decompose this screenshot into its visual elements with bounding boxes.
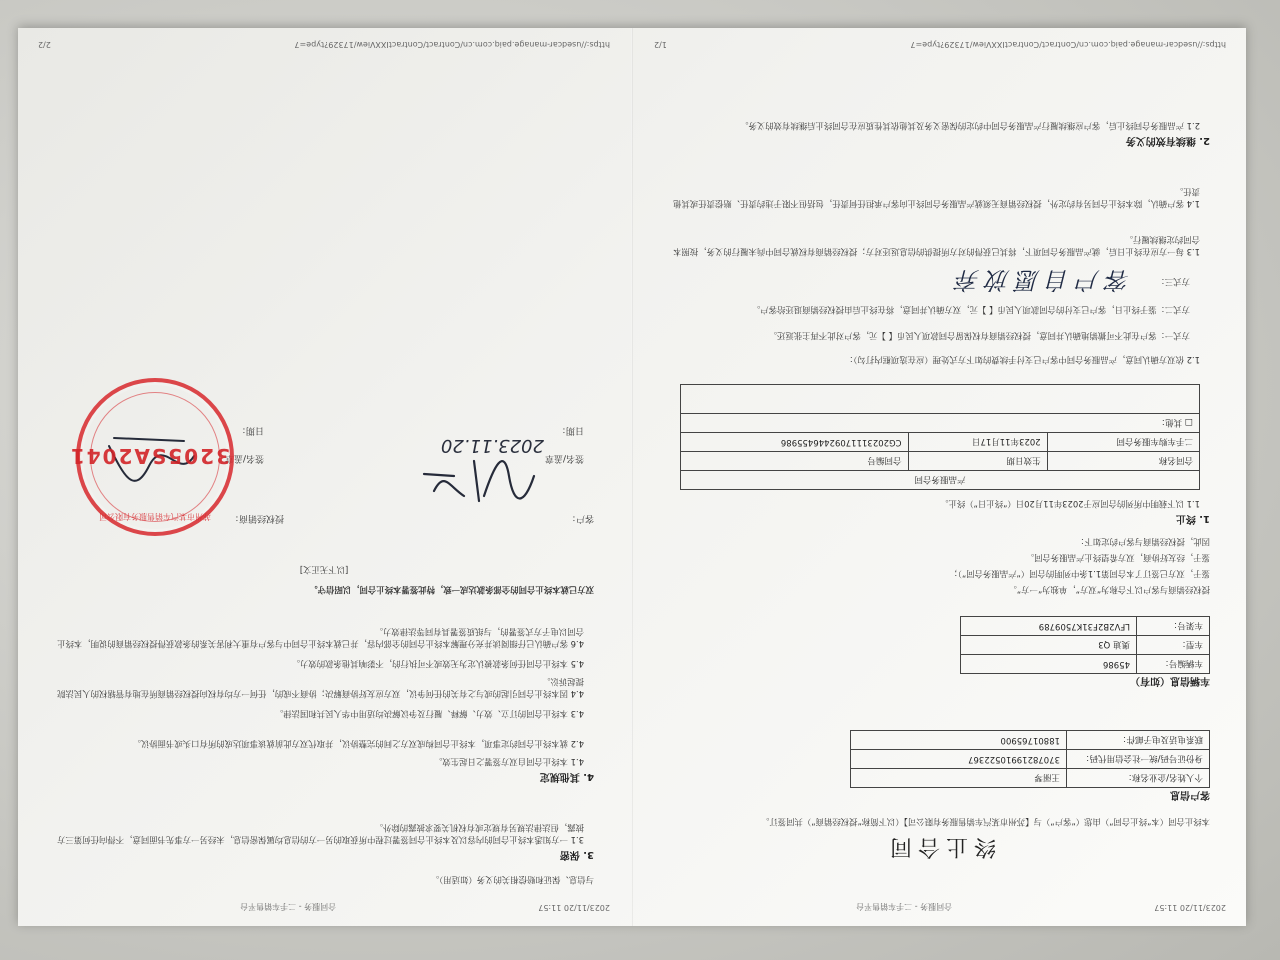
vehicle-info-table — [960, 616, 1210, 674]
clause-4-1: 4.1 本终止合同自双方签署之日起生效。 — [434, 757, 584, 767]
header-app: 合同服务 - 二手车销售平台 — [240, 902, 337, 911]
dealer-label: 授权经销商： — [229, 513, 284, 523]
header-app: 合同服务 - 二手车销售平台 — [856, 902, 953, 911]
section-1-heading: 1. 终止 — [1175, 513, 1210, 524]
option-1: 方式一：客户在此不可撤销地确认并同意，授权经销商有权保留合同款项人民币【 】元，客户对此不再主张返还。 — [768, 331, 1190, 341]
vehicle-vin-value: LFV2B2F31K7509789 — [961, 617, 1137, 636]
clause-1-2: 1.2 依双方确认同意，产品服务合同中客户已支付手续费的如下方式处理（应在选项框内打勾）： — [844, 355, 1200, 365]
contract-date-value: 2023年11月17日 — [908, 433, 1047, 452]
customer-id-label: 身份证号码/统一社会信用代码： — [1067, 750, 1210, 769]
page-1-header — [654, 901, 1226, 912]
vehicle-id-value: 45986 — [961, 655, 1137, 674]
customer-signature-icon — [414, 456, 544, 516]
clause-1-3: 1.3 每一方应在终止日后，就产品服务合同项下，将其已获得的对方所提供的信息返还对方；授权经销商有权就合同中尚未履行的义务，按照本合同约定继续履行。 — [673, 235, 1200, 257]
header-timestamp: 2023/11/20 11:57 — [538, 903, 610, 912]
contract-table-caption: 产品服务合同 — [681, 471, 1200, 490]
customer-id-value: 37078219910522367 — [851, 750, 1067, 769]
whereas-1: 鉴于，双方已签订了本合同第1.1条中列明的合同（“产品服务合同”）； — [949, 569, 1210, 579]
intro-paragraph: 本终止合同（本“终止合同”）由您（“客户”）与【苏州市某汽车销售服务有限公司】（以下简称“授权经销商”）共同签订。 — [761, 817, 1210, 827]
contract-col-name: 合同名称 — [1047, 452, 1199, 471]
clause-4-2: 4.2 就本终止合同约定事项，本终止合同构成双方之间的完整协议，并取代双方此前就该事项达成的所有口头或书面协议。 — [132, 739, 584, 749]
customer-contact-label: 联系电话及电子邮件： — [1067, 731, 1210, 750]
section-2-heading: 2. 继续有效的义务 — [1125, 135, 1210, 146]
parties-note: 授权经销商与客户以下合称为“双方”，单独为“一方”。 — [1008, 585, 1210, 595]
whereas-2: 鉴于，经友好协商，双方希望终止产品服务合同。 — [1025, 553, 1210, 563]
contract-no-value: CG20231117092446455986 — [681, 433, 909, 452]
handwritten-waiver: 客户自愿放弃 — [950, 266, 1130, 294]
clause-2-1: 2.1 产品服务合同终止后，客户应继续履行产品服务合同中约定的保密义务及其他依其性质应在合同终止后继续有效的义务。 — [740, 121, 1200, 131]
contract-sheet — [18, 28, 1246, 926]
document-title: 终止合同 — [884, 834, 997, 859]
clause-1-4: 1.4 客户确认，除本终止合同另有约定外，授权经销商无须就产品服务合同终止向客户承担任何责任，包括但不限于违约责任、赔偿责任或其他责任。 — [673, 187, 1200, 209]
clause-4-3: 4.3 本终止合同的订立、效力、解释、履行及争议解决均适用中华人民共和国法律。 — [274, 709, 584, 719]
clause-1-1: 1.1 以下载明中所列的合同应于2023年11月20日（“终止日”）终止。 — [940, 499, 1200, 509]
clause-3-1: 3.1 一方知悉本终止合同的内容以及本终止合同签署过程中所获取的另一方的信息均属保密信息，未经另一方事先书面同意，不得向任何第三方披露，但法律法规另有规定或有权机关要求披露的除外。 — [57, 823, 584, 845]
tail-note: 与信息、保证和赔偿相关的义务（如适用）。 — [430, 875, 594, 885]
footer-page-no: 1/2 — [654, 40, 667, 49]
whereas-3: 因此，授权经销商与客户约定如下： — [1076, 537, 1210, 547]
table-row — [681, 414, 1200, 433]
table-row — [681, 385, 1200, 414]
table-row — [681, 471, 1200, 490]
page-2-header — [38, 901, 610, 912]
option-2: 方式二：鉴于终止日，客户已支付的合同款项人民币【 】元，双方确认并同意，将在终止后由授权经销商退还给客户。 — [751, 305, 1190, 315]
page-2-footer — [38, 40, 610, 49]
dealer-sign-label: 签名/盖章 — [224, 453, 264, 463]
table-row — [851, 731, 1210, 750]
vehicle-heading: 车辆信息（如有） — [1130, 675, 1210, 686]
customer-name-label: 个人姓名/企业名称： — [1067, 769, 1210, 788]
seal-code: 3205SA2041 — [68, 444, 230, 468]
table-row — [681, 433, 1200, 452]
contract-other: □ 其他： — [681, 414, 1200, 433]
customer-info-table — [850, 730, 1210, 788]
table-row — [851, 769, 1210, 788]
company-seal-icon — [68, 378, 234, 536]
header-timestamp: 2023/11/20 11:57 — [1154, 903, 1226, 912]
page-1-footer — [654, 40, 1226, 49]
contract-name-value: 二手车购车服务合同 — [1047, 433, 1199, 452]
dealer-date-label: 日期： — [236, 425, 264, 435]
section-3-heading: 3. 保密 — [559, 849, 594, 860]
vehicle-vin-label: 车架号： — [1137, 617, 1210, 636]
vehicle-model-value: 奥迪 Q3 — [961, 636, 1137, 655]
page-fold — [631, 28, 633, 926]
vehicle-id-label: 车辆编号： — [1137, 655, 1210, 674]
vehicle-model-label: 车型： — [1137, 636, 1210, 655]
footer-url: https://usedcar-manage.paiq.com.cn/Contract/ContractIXXView/17329?type=7 — [294, 40, 610, 49]
clause-4-5: 4.5 本终止合同任何条款被认定为无效或不可执行的，不影响其他条款的效力。 — [291, 659, 584, 669]
section-4-heading: 4. 其他规定 — [539, 771, 594, 782]
customer-contact-value: 18801765900 — [851, 731, 1067, 750]
clause-4-4: 4.4 因本终止合同引起的或与之有关的任何争议，双方应友好协商解决；协商不成的，任何一方均有权向授权经销商所在地有管辖权的人民法院提起诉讼。 — [57, 677, 584, 699]
customer-label: 客户： — [566, 513, 594, 523]
contract-page-1 — [640, 28, 1240, 926]
contract-col-no: 合同编号 — [681, 452, 909, 471]
table-row — [961, 655, 1210, 674]
customer-date-label: 日期： — [556, 425, 584, 435]
table-row — [851, 750, 1210, 769]
seal-company-name: 苏州市某汽车销售服务有限公司 — [99, 512, 211, 521]
customer-heading: 客户信息 — [1170, 789, 1210, 800]
table-row — [681, 452, 1200, 471]
contract-page-2 — [24, 28, 624, 926]
contract-list-table — [680, 384, 1200, 490]
customer-sign-date: 2023.11.20 — [440, 435, 544, 456]
table-row — [961, 617, 1210, 636]
customer-name-value: 王丽琴 — [851, 769, 1067, 788]
table-row — [961, 636, 1210, 655]
footer-url: https://usedcar-manage.paiq.com.cn/Contract/ContractIXXView/17329?type=7 — [910, 40, 1226, 49]
customer-sign-label: 签名/盖章 — [544, 453, 584, 463]
option-3: 方式三： — [1156, 277, 1190, 287]
contract-col-date: 生效日期 — [908, 452, 1047, 471]
no-text-below: [以下无正文] — [299, 565, 349, 575]
closing-statement: 双方已就本终止合同的全部条款达成一致，特此签署本终止合同，以昭信守。 — [309, 585, 594, 595]
clause-4-6: 4.6 客户确认已仔细阅读并充分理解本终止合同的全部内容，并已就本终止合同中与客户有重大利害关系的条款获得授权经销商的说明，本终止合同以电子方式签署的，与纸质签署具有同等法律效力。 — [57, 627, 584, 649]
footer-page-no: 2/2 — [38, 40, 51, 49]
